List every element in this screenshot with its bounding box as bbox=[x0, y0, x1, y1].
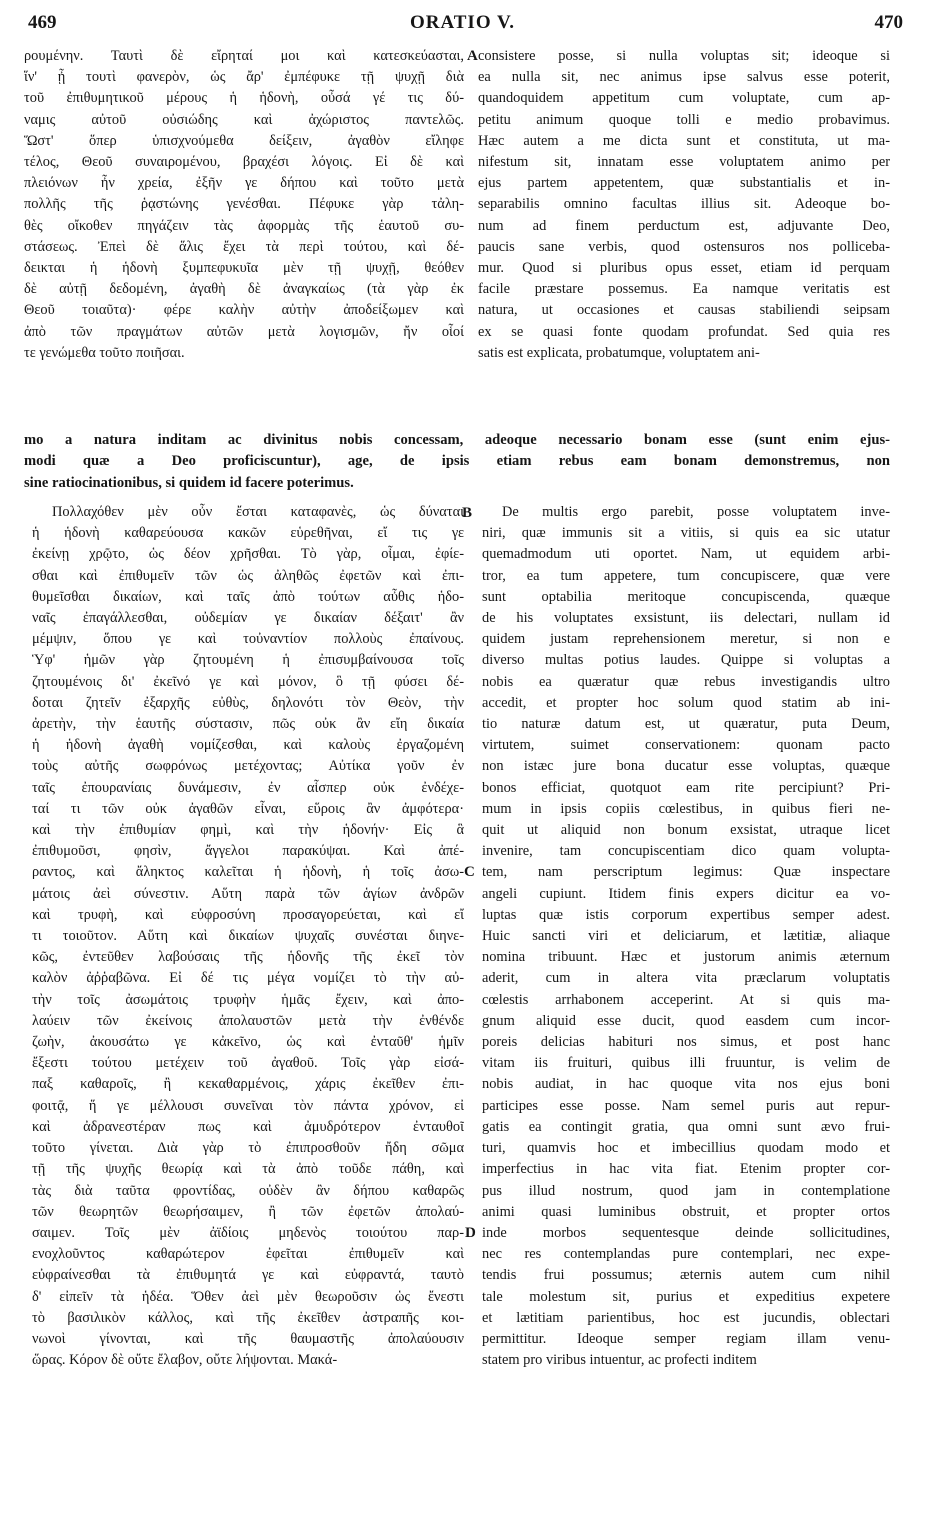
text-line: gnum aliquid esse ducit, quod easdem cum incor- bbox=[482, 1012, 890, 1029]
page-header bbox=[22, 12, 903, 42]
text-line: niri, quæ immunis sit a vitiis, si quis ea sic utatur bbox=[482, 525, 890, 542]
text-line: invenire, tam concupiscentiam dico quam volupta- bbox=[482, 843, 890, 860]
text-line: πλειόνων ἦν χρεία, ἐξῆν γε δήπου καὶ τοῦτο μετὰ bbox=[24, 175, 464, 192]
text-line: λαύειν τῶν ἐκείνοις ἀπολαυστῶν μετὰ τὴν ἐνθένδε bbox=[32, 1012, 464, 1029]
text-line: κῶς, ἐντεῦθεν λαβούσαις τῆς ἡδονῆς τῆς ἐκεῖ τὸν bbox=[32, 949, 464, 966]
text-line: τοὺς αὐτῆς σωφρόνως μετέχοντας; Αὐτίκα γοῦν ἐν bbox=[32, 758, 464, 775]
text-line: δεικται ἡ ἡδονὴ ξυμπεφυκυῖα μὲν τῇ ψυχῇ, θεόθεν bbox=[24, 260, 464, 277]
text-line: vitam iis fruituri, quibus illi fruuntur, is velim de bbox=[482, 1055, 890, 1072]
text-line: εὐφραίνεσθαι τὰ ἐπιθυμητά γε καὶ εὐφραντά, ταυτὸ bbox=[32, 1267, 464, 1284]
text-line: tale molestum sit, purius et expeditius expetere bbox=[482, 1288, 890, 1305]
text-line: δοται ζητεῖν ἐξαρχῆς εὐθὺς, δηλονότι τὸν Θεὸν, τὴν bbox=[32, 694, 464, 711]
text-line: ἀπὸ τῶν πραγμάτων αὐτῶν μετὰ λογισμῶν, ἤν οἷοί bbox=[24, 323, 464, 340]
text-line: et lætitiam parientibus, hoc est jucundis, oblectari bbox=[482, 1309, 890, 1326]
text-line: nifestum sit, innatam esse voluptatem animo per bbox=[478, 154, 890, 171]
text-line: καλὸν ἀῤῥαβῶνα. Εἰ δέ τις μέγα νομίζει τὸ τὴν αὐ- bbox=[32, 970, 464, 987]
text-line: ejus partem appetentem, quæ substantialis et in- bbox=[478, 175, 890, 192]
text-line: ἡ ἡδονὴ καθαρεύουσα κακῶν εὑρεθῆναι, εἴ τις γε bbox=[32, 525, 464, 542]
text-line: καὶ τὴν ἐπιθυμίαν φημὶ, καὶ τὴν ἡδονήν· Εἰς ἃ bbox=[32, 822, 464, 839]
text-line: tio naturæ datum est, ut quæratur, puta Deum, bbox=[482, 716, 890, 733]
text-line: facile præstare possemus. Ea namque veritatis est bbox=[478, 281, 890, 298]
text-line: ζωὴν, ἀκουσάτω γε κἀκεῖνο, ὡς καὶ ἐνταῦθ' ἡμῖν bbox=[32, 1034, 464, 1051]
text-line: ζητουμένοις δι' ἐκεῖνό γε καὶ μόνον, ὃ τῇ φύσει δέ- bbox=[32, 673, 464, 690]
text-line: ενοχλοῦντος καθαρώτερον ἐφεῖται ἐπιθυμεῖν καὶ bbox=[32, 1246, 464, 1263]
text-line: poreis delicias habituri nos simus, et post hanc bbox=[482, 1034, 890, 1051]
text-line: aderit, cum in altera vita præclarum voluptatis bbox=[482, 970, 890, 987]
text-line: angeli cupiunt. Itidem finis expers dicitur ea vo- bbox=[482, 885, 890, 902]
text-line: tem, nam perscriptum legimus: Quæ inspectare bbox=[482, 864, 890, 881]
text-line: Πολλαχόθεν μὲν οὖν ἔσται καταφανὲς, ὡς δύναται bbox=[52, 504, 464, 520]
text-line: quit ut aliquid non bonum exsistat, utraque licet bbox=[482, 822, 890, 839]
text-line: de his voluptates exsistunt, iis delectari, nullam id bbox=[482, 610, 890, 627]
text-line: diverso multas potius laudes. Quippe si voluptas a bbox=[482, 652, 890, 669]
text-line: τι τοιοῦτον. Αὕτη καὶ δικαίων ψυχαῖς συνέσται διηνε- bbox=[32, 928, 464, 945]
text-line: nomina tribuunt. Hæc et justorum animis æternum bbox=[482, 949, 890, 966]
greek-column-top bbox=[24, 46, 464, 364]
text-line: accedit, et propter hoc solum quod statim ab ini- bbox=[482, 694, 890, 711]
section-marker-b: B bbox=[462, 505, 473, 521]
text-line: mum in ipsis copiis cœlestibus, in quibus fieri ne- bbox=[482, 800, 890, 817]
text-line: στάσεως. Ἐπεὶ δὲ ἅλις ἔχει τὰ περὶ τούτου, καὶ δέ- bbox=[24, 238, 464, 255]
text-line: σαιμεν. Τοῖς μὲν ἀϊδίοις μηδενὸς τοιούτου παρ- bbox=[32, 1224, 464, 1241]
text-line: participes esse posse. Nam semel puris aut repur- bbox=[482, 1097, 890, 1114]
text-line: ἐκείνῃ χρῷτο, ὡς δέον χρῆσθαι. Τὸ γὰρ, οἶμαι, ἐφίε- bbox=[32, 546, 464, 563]
text-line: satis est explicata, probatumque, voluptatem ani- bbox=[478, 344, 760, 361]
text-line: καὶ τρυφὴ, καὶ εὐφροσύνη προσαγορεύεται, καὶ εἴ bbox=[32, 906, 464, 923]
text-line: ἵν' ᾖ τουτὶ φανερὸν, ὡς ἄρ' ἐμπέφυκε τῇ ψυχῇ διὰ bbox=[24, 69, 464, 86]
text-line: θὲς οἴκοθεν πηγάζειν τὰς ἀφορμὰς τῆς ἑαυτοῦ συ- bbox=[24, 217, 464, 234]
text-line: modi quæ a Deo proficiscuntur), age, de ipsis etiam rebus eam bonam demonstremus, non bbox=[24, 453, 890, 470]
text-line: ὥρας. Κόρον δὲ οὔτε ἔλαβον, οὔτε λήψονται. Μακά- bbox=[32, 1352, 338, 1369]
greek-column-bottom bbox=[32, 502, 464, 1371]
text-line: τοῦ ἐπιθυμητικοῦ μέρους ἡ ἡδονὴ, οὖσά γέ τις δύ- bbox=[24, 90, 464, 107]
text-line: num ad finem perductum est, adjuvante Deo, bbox=[478, 217, 890, 234]
text-line: ναμις αὐτοῦ οὐσιώδης καὶ ἀχώριστος παντελῶς. bbox=[24, 111, 464, 128]
text-line: nobis audiat, in hac quoque vita nos ejus boni bbox=[482, 1076, 890, 1093]
text-line: ἀρετὴν, τὴν ἑαυτῆς σύστασιν, πῶς οὐκ ἂν εἴη δικαία bbox=[32, 716, 464, 733]
text-line: quemadmodum uti oportet. Nam, ut equidem arbi- bbox=[482, 546, 890, 563]
text-line: nec res contemplandas pure contemplari, nec expe- bbox=[482, 1246, 890, 1263]
text-line: natura, ut occasiones et causas stabiliendi seipsam bbox=[478, 302, 890, 319]
section-marker-c: C bbox=[464, 864, 475, 880]
text-line: petitu animum quoque tolli e medio probavimus. bbox=[478, 111, 890, 128]
section-marker-d: D bbox=[465, 1225, 476, 1241]
text-line: ταί τι τῶν οὐκ ἀγαθῶν εἶναι, εὕροις ἂν ἀμφότερα· bbox=[32, 800, 464, 817]
text-line: animi quasi luminibus obstruit, et propter ortos bbox=[482, 1203, 890, 1220]
text-line: mo a natura inditam ac divinitus nobis concessam, adeoque necessario bonam esse (sunt enim ejus- bbox=[24, 432, 890, 448]
text-line: nobis ea quæratur quæ rebus investigandis ultro bbox=[482, 673, 890, 690]
text-line: separabilis omnino facultas illius sit. Adeoque bo- bbox=[478, 196, 890, 213]
running-title: ORATIO V. bbox=[409, 12, 516, 33]
text-line: Hæc autem a me dicta sunt et constituta, ut ma- bbox=[478, 132, 890, 149]
page-number-right: 470 bbox=[874, 12, 903, 33]
text-line: sine ratiocinationibus, si quidem id facere poterimus. bbox=[24, 474, 354, 491]
text-line: virtutem, suimet conservationem: quonam pacto bbox=[482, 737, 890, 754]
text-line: luptas quæ istis corporum expertibus semper adest. bbox=[482, 906, 890, 923]
text-line: ραντος, καὶ ἄληκτος καλεῖται ἡ ἡδονὴ, ἡ τοῖς ἀσω- bbox=[32, 864, 464, 881]
section-marker-a: A bbox=[467, 48, 478, 64]
text-line: Huic sancti viri et deliciarum, et lætitiæ, aliaque bbox=[482, 928, 890, 945]
text-line: ρουμένην. Ταυτὶ δὲ εἴρηταί μοι καὶ κατεσκεύασται, bbox=[24, 48, 464, 64]
text-line: φοιτᾷ, ἥ γε μέλλουσι συνεῖναι τὸν πάντα χρόνον, εἰ bbox=[32, 1097, 464, 1114]
text-line: θυμεῖσθαι δικαίων, καὶ ταῖς ἀπὸ τούτων αὖθις ἡδο- bbox=[32, 588, 464, 605]
text-line: De multis ergo parebit, posse voluptatem inve- bbox=[502, 504, 890, 520]
text-line: σθαι καὶ ἐπιθυμεῖν τῶν ὡς ἀληθῶς ἐφετῶν καὶ ἐπι- bbox=[32, 567, 464, 584]
text-line: mur. Quod si pluribus opus esset, etiam id perquam bbox=[478, 260, 890, 277]
text-line: ex se quasi fonte quodam profundat. Sed quia res bbox=[478, 323, 890, 340]
latin-column-bottom bbox=[482, 502, 890, 1371]
text-line: πολλῆς τῆς ῥᾳστώνης γενέσθαι. Πέφυκε γὰρ τἀλη- bbox=[24, 196, 464, 213]
text-line: τὰς διὰ ταῦτα φροντίδας, οὐδὲν ἂν δήπου καθαρῶς bbox=[32, 1182, 464, 1199]
text-line: τοῦτο γίνεται. Διὰ γὰρ τὸ ἐπιπροσθοῦν ἤδη σῶμα bbox=[32, 1140, 464, 1157]
text-line: ἔξεστι τούτου μετέχειν τοῦ ἀγαθοῦ. Τοῖς γὰρ εἰσά- bbox=[32, 1055, 464, 1072]
text-line: τε γενώμεθα τοῦτο ποιῆσαι. bbox=[24, 344, 185, 361]
text-line: permittitur. Ideoque semper regiam illam venu- bbox=[482, 1330, 890, 1347]
text-line: νωνοὶ γίνονται, καὶ τῆς θαυμαστῆς ἀπολαύουσιν bbox=[32, 1330, 464, 1347]
text-line: cœlestis arrhabonem acceperint. At si quis ma- bbox=[482, 991, 890, 1008]
text-line: ταῖς ἐπουρανίαις δυνάμεσιν, ἐν αἷσπερ οὐκ ἐνδέχε- bbox=[32, 779, 464, 796]
text-line: τῶν θεωρητῶν θεωρήσαιμεν, ἢ τῶν ἐφετῶν ἀπολαύ- bbox=[32, 1203, 464, 1220]
text-line: paucis sane verbis, quod ostensuros nos polliceba- bbox=[478, 238, 890, 255]
text-line: μέμψιν, ὅπου γε καὶ τοὐναντίον πολλοὺς ἐπαίνους. bbox=[32, 631, 464, 648]
text-line: τὸ βασιλικὸν κάλλος, καὶ τῆς ἐκεῖθεν ἀστραπῆς κοι- bbox=[32, 1309, 464, 1326]
text-line: τέλος, Θεοῦ συναιρομένου, βραχέσι λόγοις. Εἰ δὲ καὶ bbox=[24, 154, 464, 171]
text-line: Ὥστ' ὅπερ ὑπισχνούμεθα δείξειν, ἀγαθὸν εἴληφε bbox=[24, 132, 464, 149]
text-line: δ' εἰπεῖν τὰ ἡδέα. Ὅθεν ἀεὶ μὲν θεωροῦσιν ὡς ἔνεστι bbox=[32, 1288, 464, 1305]
text-line: παξ καθαροῖς, ἢ κεκαθαρμένοις, χάρις ἐκεῖθεν ἐπι- bbox=[32, 1076, 464, 1093]
text-line: inde morbos sequentesque deinde sollicitudines, bbox=[482, 1224, 890, 1241]
text-line: statem pro viribus intuentur, ac profecti inditem bbox=[482, 1352, 757, 1369]
text-line: ναῖς ἐπαγάλλεσθαι, οὐδεμίαν γε δικαίαν δέξαιτ' ἂν bbox=[32, 610, 464, 627]
text-line: non istæc jure bona ducatur esse voluptas, quæque bbox=[482, 758, 890, 775]
text-line: gatis ea contingit gratia, qua omni sunt ævo frui- bbox=[482, 1118, 890, 1135]
text-line: tror, ea tum appetere, tum concupiscere, quæ vere bbox=[482, 567, 890, 584]
text-line: quidem justam reprehensionem meretur, si non e bbox=[482, 631, 890, 648]
text-line: sunt optabilia meritoque concupiscenda, quæque bbox=[482, 588, 890, 605]
text-line: ἐπιθυμοῦσι, φησὶν, ἄγγελοι παρακύψαι. Καὶ ἀπέ- bbox=[32, 843, 464, 860]
text-line: bonos efficiat, quotquot eam rite percipiunt? Pri- bbox=[482, 779, 890, 796]
text-line: pus illud nostrum, quod jam in contemplatione bbox=[482, 1182, 890, 1199]
latin-column-top bbox=[478, 46, 890, 364]
text-line: tendis frui possumus; æternis autem cum nihil bbox=[482, 1267, 890, 1284]
text-line: καὶ ἀδρανεστέραν πως καὶ ἀμυδρότερον ἐνταυθοῖ bbox=[32, 1118, 464, 1135]
text-line: Θεοῦ τοιαῦτα)· φέρε καλὴν αὐτὴν ἀποδείξωμεν καὶ bbox=[24, 302, 464, 319]
page-number-left: 469 bbox=[28, 12, 57, 33]
text-line: μάτοις ἀεὶ σύνεστιν. Αὕτη παρὰ τῶν ἁγίων ἀνδρῶν bbox=[32, 885, 464, 902]
text-line: Ὑφ' ἡμῶν γὰρ ζητουμένη ἡ ἐπισυμβαίνουσα τοῖς bbox=[32, 652, 464, 669]
text-line: quandoquidem appetitum cum voluptate, cum ap- bbox=[478, 90, 890, 107]
text-line: ea nulla sit, nec animus ipse salvus esse poterit, bbox=[478, 69, 890, 86]
text-line: consistere posse, si nulla voluptas sit; ideoque si bbox=[478, 48, 890, 64]
text-line: ἡ ἡδονὴ ἀγαθὴ νομίζεσθαι, καὶ καλοὺς ἐργαζομένη bbox=[32, 737, 464, 754]
text-line: δὲ αὐτῇ δεδομένη, ἀγαθὴ δὲ ἀναγκαίως (τὰ γὰρ ἐκ bbox=[24, 281, 464, 298]
text-line: τῇ τῆς ψυχῆς θεωρίᾳ καὶ τὰ ἀπὸ τοῦδε πάθη, καὶ bbox=[32, 1161, 464, 1178]
text-line: turi, quamvis hoc et imbecillius quodam modo et bbox=[482, 1140, 890, 1157]
text-line: imperfectius in hac vita fiat. Etenim propter cor- bbox=[482, 1161, 890, 1178]
text-line: τὴν τοῖς ἀσωμάτοις τρυφὴν ἡμᾶς ἔχειν, καὶ ἀπο- bbox=[32, 991, 464, 1008]
latin-spanning-text bbox=[24, 430, 890, 494]
